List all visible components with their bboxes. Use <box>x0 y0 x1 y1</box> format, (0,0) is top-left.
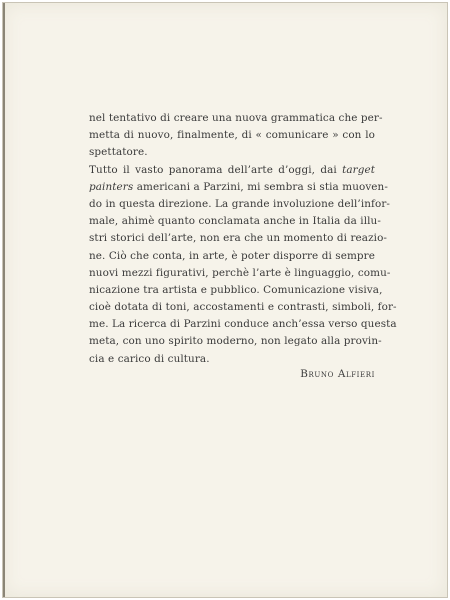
text-run: spettatore. <box>89 146 148 159</box>
italic-text: painters <box>89 180 134 193</box>
text-run: cia e carico di cultura. <box>89 352 210 365</box>
text-line <box>89 179 388 196</box>
text-line <box>89 110 383 127</box>
text-line <box>89 213 381 230</box>
text-run: nicazione tra artista e pubblico. Comunicazione visiva, <box>89 283 383 296</box>
text-run: americani a Parzini, mi sembra si stia muoven- <box>133 180 388 193</box>
text-line <box>89 333 382 350</box>
text-run: ne. Ciò che conta, in arte, è poter disporre di sempre <box>89 249 375 262</box>
text-run: me. La ricerca di Parzini conduce anch’essa verso questa <box>89 318 397 331</box>
body-text <box>89 110 397 368</box>
text-run: nel tentativo di creare una nuova grammatica che per- <box>89 112 383 124</box>
text-line <box>89 265 391 282</box>
book-page <box>2 2 448 598</box>
text-run: cioè dotata di toni, accostamenti e contrasti, simboli, for- <box>89 301 397 314</box>
text-line <box>89 351 375 368</box>
text-line <box>89 127 375 144</box>
text-line <box>89 248 375 265</box>
page-edge <box>3 3 5 597</box>
text-run: meta, con uno spirito moderno, non legato alla provin- <box>89 335 382 348</box>
text-run: nuovi mezzi figurativi, perchè l’arte è linguaggio, comu- <box>89 266 391 279</box>
text-line <box>89 162 375 179</box>
author-signature: Bruno Alfieri <box>300 368 375 380</box>
text-line <box>89 196 391 213</box>
text-run: male, ahimè quanto conclamata anche in Italia da illu- <box>89 215 381 228</box>
text-run: stri storici dell’arte, non era che un momento di reazio- <box>89 232 388 245</box>
text-line <box>89 299 397 316</box>
text-run: metta di nuovo, finalmente, di « comunicare » con lo <box>89 129 375 142</box>
text-run: Tutto il vasto panorama dell’arte d’oggi, dai <box>89 163 343 176</box>
italic-text: target <box>342 163 375 176</box>
text-line <box>89 282 383 299</box>
text-run: do in questa direzione. La grande involuzione dell’infor- <box>89 197 391 210</box>
text-line <box>89 230 388 247</box>
text-line <box>89 316 397 333</box>
text-line <box>89 144 375 161</box>
